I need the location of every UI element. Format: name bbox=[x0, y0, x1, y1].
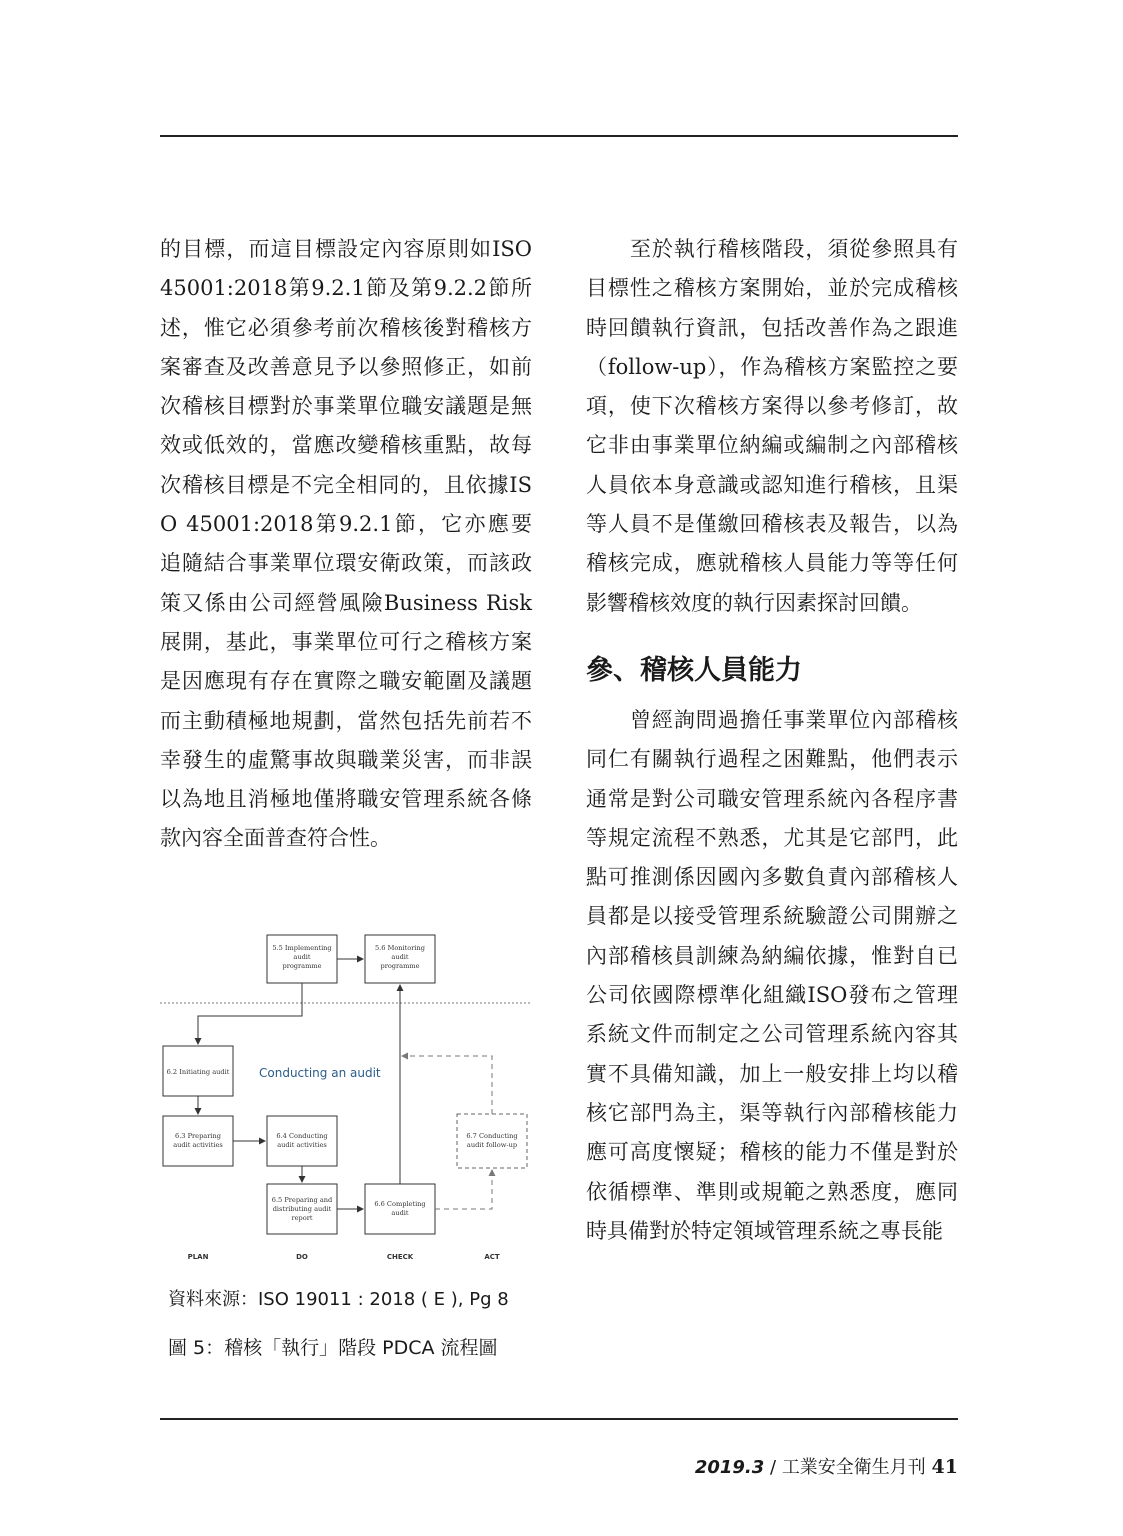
box-text-line: 6.4 Conducting bbox=[276, 1132, 328, 1140]
left-column bbox=[160, 230, 532, 859]
box-text-line: 6.3 Preparing bbox=[175, 1132, 221, 1140]
phase-label: ACT bbox=[484, 1253, 500, 1261]
issue-date: 2019.3 bbox=[694, 1457, 765, 1478]
header-rule bbox=[160, 135, 958, 137]
box-text-line: audit bbox=[293, 953, 311, 961]
box-text-line: programme bbox=[282, 962, 322, 970]
journal-name: 工業安全衛生月刊 bbox=[781, 1457, 926, 1478]
phase-label: PLAN bbox=[187, 1253, 209, 1261]
box-text-line: report bbox=[291, 1214, 313, 1222]
arrow bbox=[198, 983, 302, 1044]
box-5-5 bbox=[267, 935, 337, 983]
body-paragraph: 曾經詢問過擔任事業單位內部稽核同仁有關執行過程之困難點，他們表示通常是對公司職安管理系統內各程序書等規定流程不熟悉，尤其是它部門，此點可推測係因國內多數負責內部稽核人員都是以接受管理系統驗證公司開辦之內部稽核員訓練為納編依據，惟對自已公司依國際標準化組織ISO發布之管理系統文件而制定之公司管理系統內容其實不具備知識，加上一般安排上均以稽核它部門為主，渠等執行內部稽核能力應可高度懷疑；稽核的能力不僅是對於依循標準、準則或規範之熟悉度，應同時具備對於特定領域管理系統之專長能 bbox=[586, 707, 958, 1243]
box-6-5 bbox=[267, 1184, 337, 1234]
page-number: 41 bbox=[931, 1456, 958, 1478]
section-heading: 參、稽核人員能力 bbox=[586, 654, 802, 686]
pdca-figure bbox=[160, 928, 532, 1268]
conducting-audit-label: Conducting an audit bbox=[259, 1066, 381, 1080]
box-6-3 bbox=[163, 1116, 233, 1166]
box-6-7 bbox=[457, 1114, 527, 1168]
footer-rule bbox=[160, 1418, 958, 1420]
box-6-4 bbox=[267, 1116, 337, 1166]
box-text-line: audit activities bbox=[277, 1141, 327, 1149]
box-6-2 bbox=[163, 1046, 233, 1096]
box-text-line: audit bbox=[391, 953, 409, 961]
box-6-6 bbox=[365, 1184, 435, 1234]
box-text-line: 6.2 Initiating audit bbox=[166, 1068, 230, 1076]
box-text-line: distributing audit bbox=[272, 1205, 332, 1213]
phase-label: CHECK bbox=[386, 1253, 414, 1261]
box-text-line: audit bbox=[391, 1209, 409, 1217]
figure-caption: 圖 5：稽核「執行」階段 PDCA 流程圖 bbox=[168, 1337, 498, 1359]
footer-separator: / bbox=[764, 1457, 782, 1478]
body-paragraph: 至於執行稽核階段，須從參照具有目標性之稽核方案開始，並於完成稽核時回饋執行資訊，包括改善作為之跟進（follow-up），作為稽核方案監控之要項，使下次稽核方案得以參考修訂，故它非由事業單位納編或編制之內部稽核人員依本身意識或認知進行稽核，且渠等人員不是僅繳回稽核表及報告，以為稽核完成，應就稽核人員能力等等任何影響稽核效度的執行因素探討回饋。 bbox=[586, 237, 958, 615]
box-text-line: 6.6 Completing bbox=[374, 1200, 426, 1208]
dashed-arrow bbox=[402, 1056, 492, 1114]
box-5-6 bbox=[365, 935, 435, 983]
box-text-line: audit follow-up bbox=[466, 1141, 518, 1149]
box-text-line: audit activities bbox=[173, 1141, 223, 1149]
figure-source: 資料來源：ISO 19011 : 2018 ( E ), Pg 8 bbox=[168, 1289, 509, 1310]
box-text-line: 6.7 Conducting bbox=[466, 1132, 518, 1140]
box-text-line: 5.5 Implementing bbox=[272, 944, 332, 952]
box-text-line: programme bbox=[380, 962, 420, 970]
right-column bbox=[586, 230, 958, 1251]
phase-label: DO bbox=[296, 1253, 308, 1261]
dashed-arrow bbox=[435, 1170, 492, 1209]
box-text-line: 6.5 Preparing and bbox=[271, 1196, 333, 1204]
pdca-diagram bbox=[160, 928, 532, 1268]
page-footer bbox=[695, 1454, 958, 1481]
body-paragraph: 的目標，而這目標設定內容原則如ISO 45001:2018第9.2.1節及第9.2.2節所述，惟它必須參考前次稽核後對稽核方案審查及改善意見予以參照修正，如前次稽核目標對於事業單位職安議題是無效或低效的，當應改變稽核重點，故每次稽核目標是不完全相同的，且依據ISO 45001:2018第9.2.1節，它亦應要追隨結合事業單位環安衛政策，而該政策又係由公司經營風險Business Risk展開，基此，事業單位可行之稽核方案是因應現有存在實際之職安範圍及議題而主動積極地規劃，當然包括先前若不幸發生的虛驚事故與職業災害，而非誤以為地且消極地僅將職安管理系統各條款內容全面普查符合性。 bbox=[160, 237, 532, 851]
box-text-line: 5.6 Monitoring bbox=[374, 944, 426, 952]
